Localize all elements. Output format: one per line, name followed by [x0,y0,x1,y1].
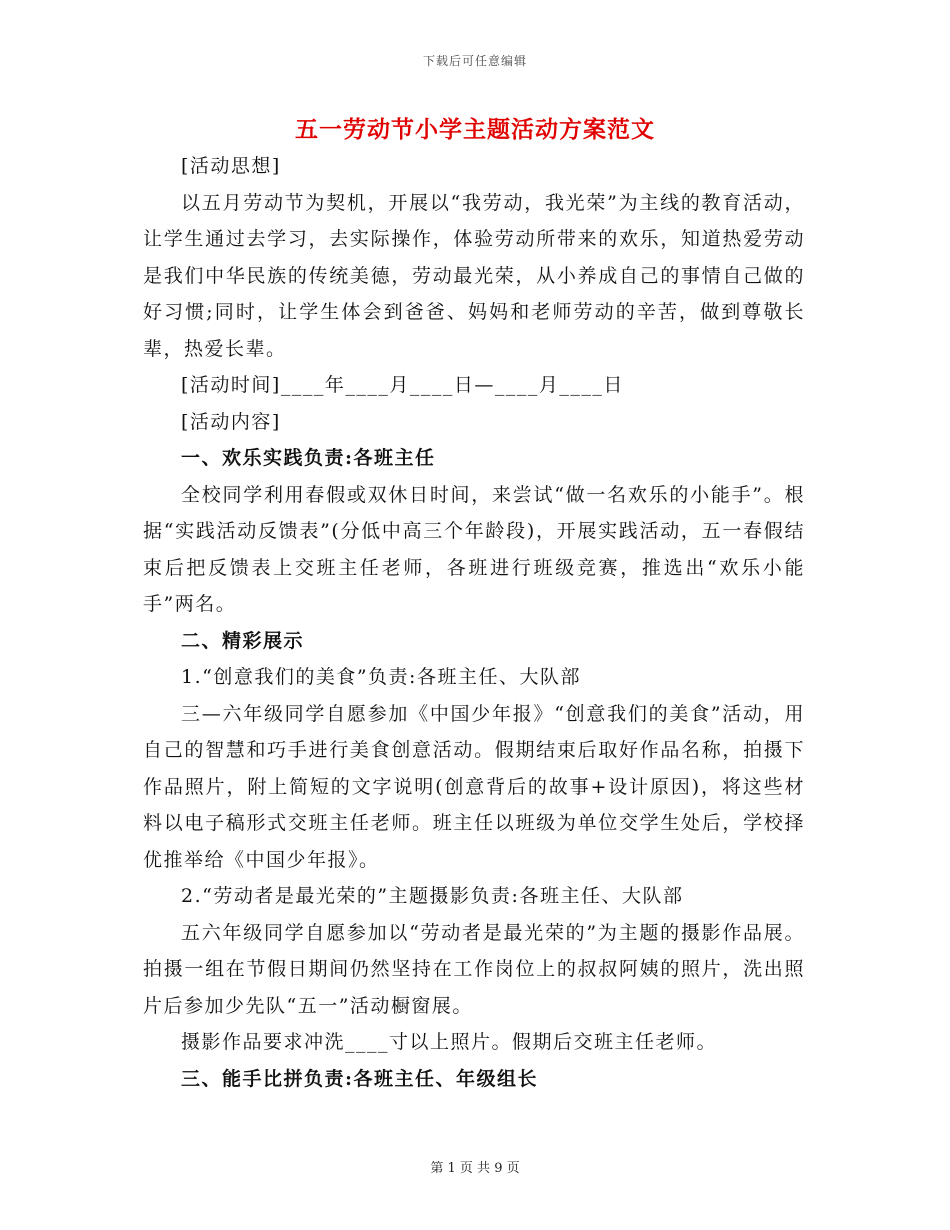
section-label-activity-content: [活动内容] [181,410,281,433]
paragraph-photography: 五六年级同学自愿参加以“劳动者是最光荣的”为主题的摄影作品展。拍摄一组在节假日期间仍然坚持在工作岗位上的叔叔阿姨的照片，洗出照片后参加少先队“五一”活动橱窗展。 [143,921,805,1017]
heading-showcase: 二、精彩展示 [181,629,305,652]
page-header-note: 下载后可任意编辑 [422,54,527,68]
paragraph-happy-practice: 全校同学利用春假或双休日时间，来尝试“做一名欢乐的小能手”。根据“实践活动反馈表”(分低中高三个年龄段)，开展实践活动，五一春假结束后把反馈表上交班主任老师，各班进行班级竞赛，推选出“欢乐小能手”两名。 [143,483,805,615]
paragraph-photo-requirements: 摄影作品要求冲洗____寸以上照片。假期后交班主任老师。 [181,1031,718,1053]
heading-happy-practice: 一、欢乐实践负责:各班主任 [181,447,436,469]
paragraph-creative-food: 三—六年级同学自愿参加《中国少年报》“创意我们的美食”活动，用自己的智慧和巧手进行美食创意活动。假期结束后取好作品名称，拍摄下作品照片，附上简短的文字说明(创意背后的故事+设计原因)，将这些材料以电子稿形式交班主任老师。班主任以班级为单位交学生处后，学校择优推举给《中国少年报》。 [143,702,805,871]
heading-skills-contest: 三、能手比拼负责:各班主任、年级组长 [181,1067,539,1090]
subheading-photography: 2.“劳动者是最光荣的”主题摄影负责:各班主任、大队部 [181,885,684,907]
document-body [143,148,805,1097]
page-footer: 第 1 页 共 9 页 [430,1161,520,1176]
section-label-activity-time: [活动时间]____年____月____日—____月____日 [181,374,624,396]
document-title: 五一劳动节小学主题活动方案范文 [295,116,655,143]
section-label-activity-idea: [活动思想] [181,155,281,177]
paragraph-activity-idea: 以五月劳动节为契机，开展以“我劳动，我光荣”为主线的教育活动，让学生通过去学习，去实际操作，体验劳动所带来的欢乐，知道热爱劳动是我们中华民族的传统美德，劳动最光荣，从小养成自己的事情自己做的好习惯;同时，让学生体会到爸爸、妈妈和老师劳动的辛苦，做到尊敬长辈，热爱长辈。 [143,191,805,360]
subheading-creative-food: 1.“创意我们的美食”负责:各班主任、大队部 [181,666,581,688]
